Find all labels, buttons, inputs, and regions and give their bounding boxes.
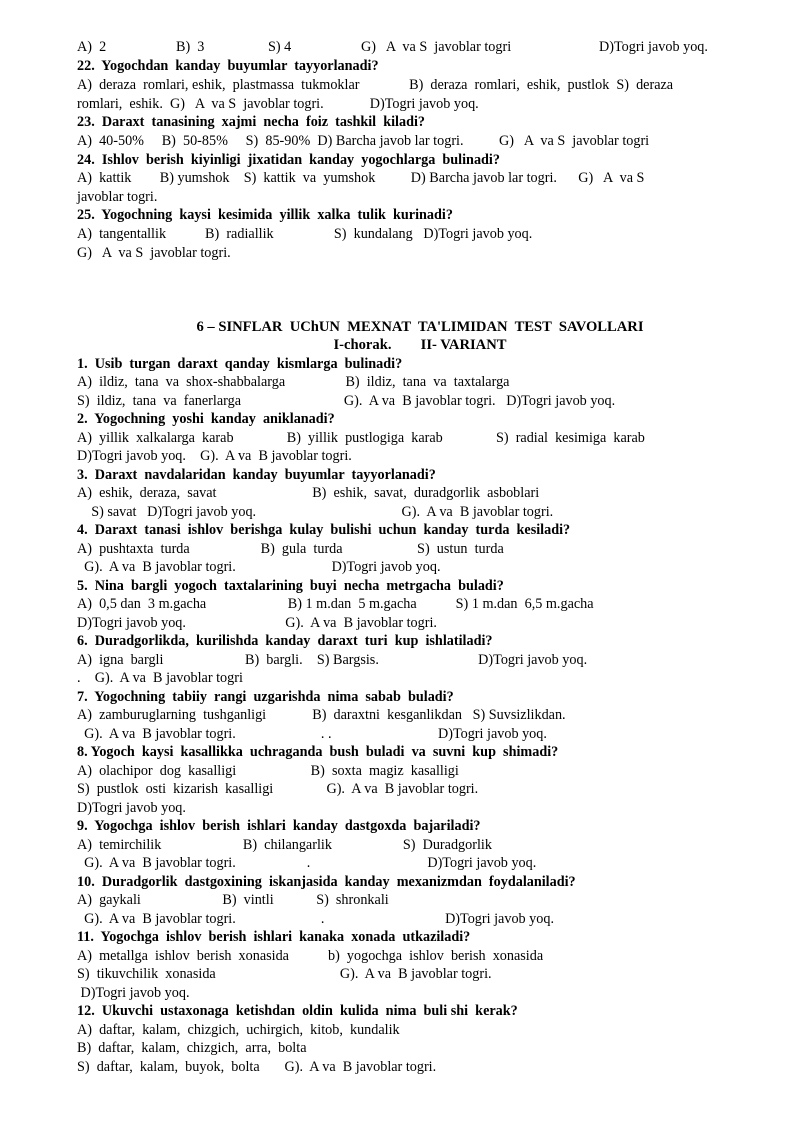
- question-25: 25. Yogochning kaysi kesimida yillik xalka tulik kurinadi?: [77, 207, 453, 223]
- question-10: 10. Duradgorlik dastgoxining iskanjasida kanday mexanizmdan foydalaniladi?: [77, 874, 576, 890]
- answer-line: S) daftar, kalam, buyok, bolta G). A va B javoblar togri.: [77, 1059, 437, 1075]
- answer-line: A) olachipor dog kasalligi B) soxta magiz kasalligi: [77, 763, 459, 779]
- answer-line: A) kattik B) yumshok S) kattik va yumshok D) Barcha javob lar togri. G) A va S: [77, 170, 645, 186]
- section-subtitle: I-chorak. II- VARIANT: [333, 337, 507, 353]
- answer-line: A) 40-50% B) 50-85% S) 85-90% D) Barcha javob lar togri. G) A va S javoblar togri: [77, 133, 650, 149]
- question-24: 24. Ishlov berish kiyinligi jixatidan kanday yogochlarga bulinadi?: [77, 152, 500, 168]
- question-3: 3. Daraxt navdalaridan kanday buyumlar tayyorlanadi?: [77, 467, 436, 483]
- answer-line: A) temirchilik B) chilangarlik S) Duradgorlik: [77, 837, 492, 853]
- question-23: 23. Daraxt tanasining xajmi necha foiz tashkil kiladi?: [77, 114, 426, 130]
- answer-line: A) 0,5 dan 3 m.gacha B) 1 m.dan 5 m.gacha S) 1 m.dan 6,5 m.gacha: [77, 596, 594, 612]
- question-7: 7. Yogochning tabiiy rangi uzgarishda nima sabab buladi?: [77, 689, 454, 705]
- answer-line: G). A va B javoblar togri. . . D)Togri javob yoq.: [77, 726, 547, 742]
- answer-line: D)Togri javob yoq. G). A va B javoblar togri.: [77, 615, 437, 631]
- answer-line: A) pushtaxta turda B) gula turda S) ustun turda: [77, 541, 504, 557]
- answer-line: D)Togri javob yoq. G). A va B javoblar togri.: [77, 448, 352, 464]
- answer-line: A) daftar, kalam, chizgich, uchirgich, kitob, kundalik: [77, 1022, 400, 1038]
- question-12: 12. Ukuvchi ustaxonaga ketishdan oldin kulida nima buli shi kerak?: [77, 1003, 518, 1019]
- answer-line: A) tangentallik B) radiallik S) kundalang D)Togri javob yoq.: [77, 226, 533, 242]
- answer-line: B) daftar, kalam, chizgich, arra, bolta: [77, 1040, 307, 1056]
- answer-s: S) 4: [268, 39, 292, 55]
- answer-line: S) tikuvchilik xonasida G). A va B javoblar togri.: [77, 966, 492, 982]
- answer-line: romlari, eshik. G) A va S javoblar togri. D)Togri javob yoq.: [77, 96, 479, 112]
- answer-g: G) A va S javoblar togri: [361, 39, 512, 55]
- question-8: 8. Yogoch kaysi kasallikka uchraganda bush buladi va suvni kup shimadi?: [77, 744, 559, 760]
- answer-line: G) A va S javoblar togri.: [77, 245, 231, 261]
- answer-line: G). A va B javoblar togri. . D)Togri javob yoq.: [77, 911, 555, 927]
- answer-line: A) ildiz, tana va shox-shabbalarga B) ildiz, tana va taxtalarga: [77, 374, 510, 390]
- answer-line: S) savat D)Togri javob yoq. G). A va B javoblar togri.: [77, 504, 554, 520]
- question-11: 11. Yogochga ishlov berish ishlari kanaka xonada utkaziladi?: [77, 929, 471, 945]
- answer-line: A) igna bargli B) bargli. S) Bargsis. D)Togri javob yoq.: [77, 652, 588, 668]
- answer-line: S) pustlok osti kizarish kasalligi G). A va B javoblar togri.: [77, 781, 479, 797]
- answer-line: A) yillik xalkalarga karab B) yillik pustlogiga karab S) radial kesimiga karab: [77, 430, 645, 446]
- question-9: 9. Yogochga ishlov berish ishlari kanday dastgoxda bajariladi?: [77, 818, 481, 834]
- question-2: 2. Yogochning yoshi kanday aniklanadi?: [77, 411, 335, 427]
- answer-line: S) ildiz, tana va fanerlarga G). A va B javoblar togri. D)Togri javob yoq.: [77, 393, 616, 409]
- section-title: 6 – SINFLAR UChUN MEXNAT TA'LIMIDAN TEST SAVOLLARI: [196, 319, 644, 335]
- answer-d: D)Togri javob yoq.: [599, 39, 708, 55]
- question-6: 6. Duradgorlikda, kurilishda kanday daraxt turi kup ishlatiladi?: [77, 633, 493, 649]
- answer-line: G). A va B javoblar togri. . D)Togri javob yoq.: [77, 855, 537, 871]
- answer-line: A) zamburuglarning tushganligi B) daraxtni kesganlikdan S) Suvsizlikdan.: [77, 707, 566, 723]
- answer-b: B) 3: [176, 39, 205, 55]
- answer-line: D)Togri javob yoq.: [77, 800, 186, 816]
- answer-line: G). A va B javoblar togri. D)Togri javob yoq.: [77, 559, 441, 575]
- question-1: 1. Usib turgan daraxt qanday kismlarga bulinadi?: [77, 356, 403, 372]
- answer-line: A) metallga ishlov berish xonasida b) yogochga ishlov berish xonasida: [77, 948, 544, 964]
- answer-line: . G). A va B javoblar togri: [77, 670, 243, 686]
- question-22: 22. Yogochdan kanday buyumlar tayyorlanadi?: [77, 58, 379, 74]
- question-4: 4. Daraxt tanasi ishlov berishga kulay bulishi uchun kanday turda kesiladi?: [77, 522, 571, 538]
- answer-line: D)Togri javob yoq.: [77, 985, 190, 1001]
- answer-line: A) eshik, deraza, savat B) eshik, savat, duradgorlik asboblari: [77, 485, 540, 501]
- question-5: 5. Nina bargli yogoch taxtalarining buyi necha metrgacha buladi?: [77, 578, 504, 594]
- answer-line: A) deraza romlari, eshik, plastmassa tukmoklar B) deraza romlari, eshik, pustlok S) deraza: [77, 77, 674, 93]
- answer-line: javoblar togri.: [77, 189, 158, 205]
- answer-a: A) 2: [77, 39, 107, 55]
- answer-line: A) gaykali B) vintli S) shronkali: [77, 892, 389, 908]
